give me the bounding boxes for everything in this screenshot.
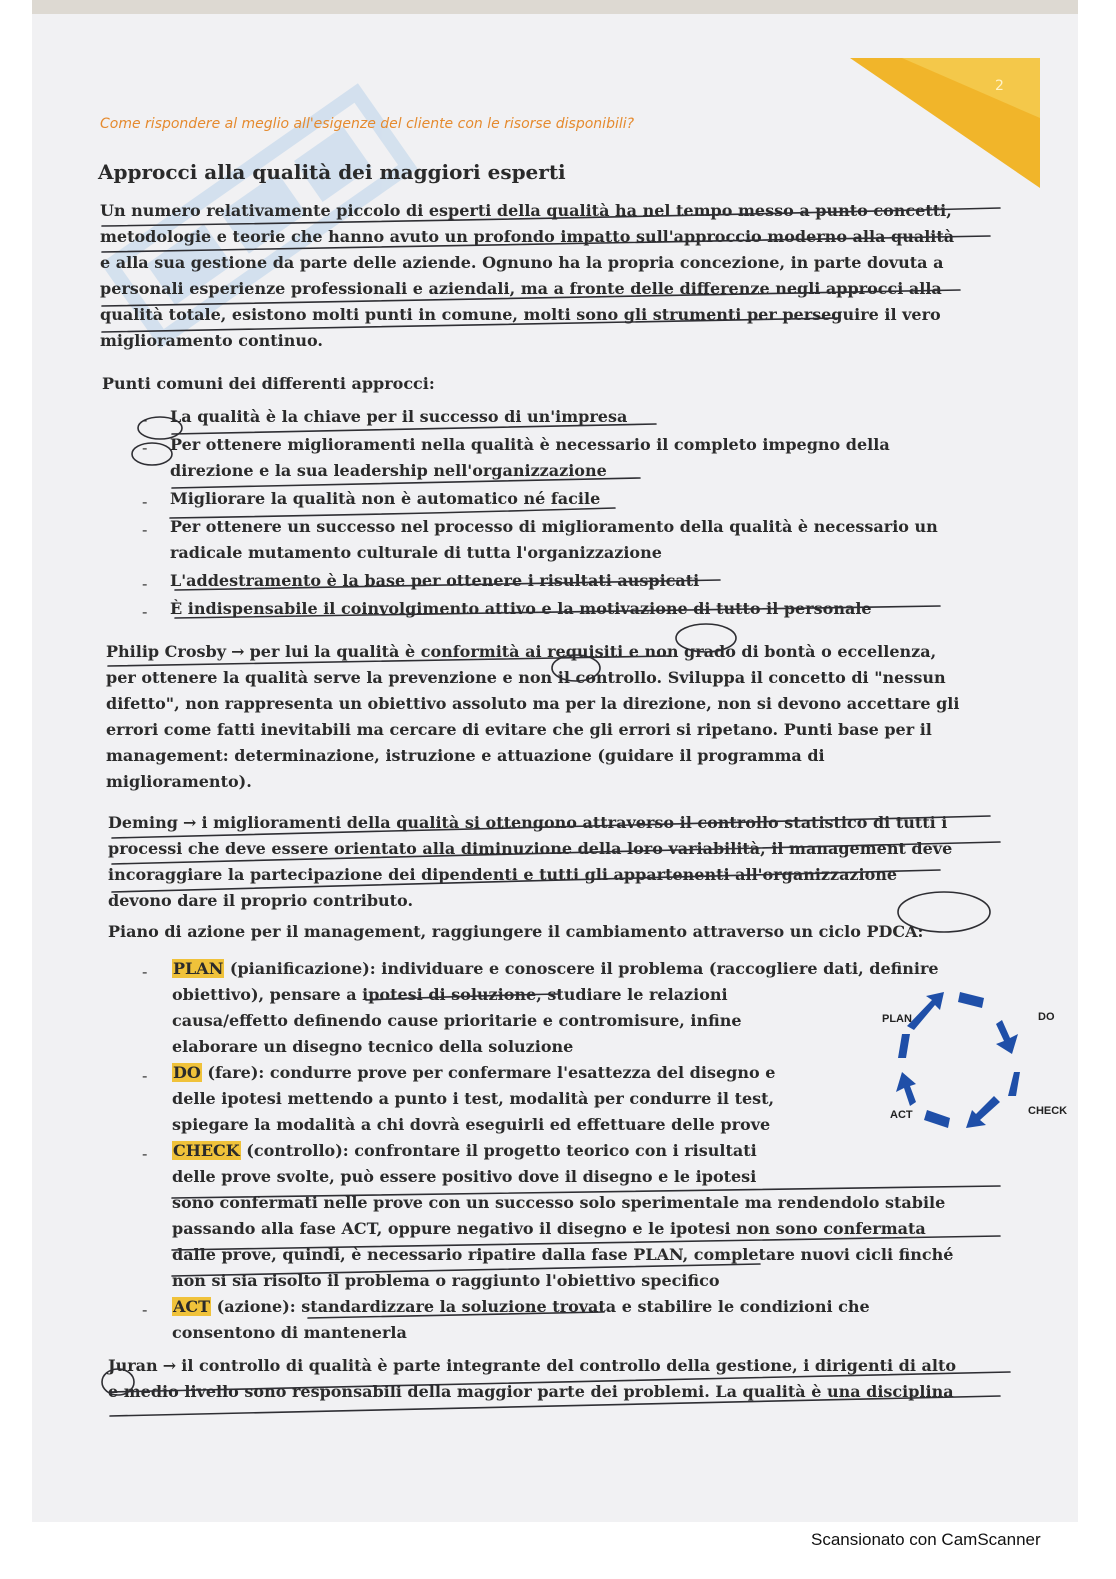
crosby-line: difetto", non rappresenta un obiettivo assoluto ma per la direzione, non si devono accettare gli: [106, 694, 960, 713]
act-keyword: ACT: [173, 1297, 211, 1316]
plan-text: (pianificazione): individuare e conoscere il problema (raccogliere dati, definire: [224, 959, 939, 978]
diagram-label-check: CHECK: [1028, 1105, 1068, 1117]
diagram-label-act: ACT: [890, 1109, 913, 1121]
plan-keyword: PLAN: [173, 959, 224, 978]
arrow-act-up-icon: [896, 1072, 916, 1106]
juran-name: Juran: [108, 1356, 158, 1375]
crosby-line: errori come fatti inevitabili ma cercare di evitare che gli errori si ripetano. Punti base per il: [106, 720, 932, 739]
bullet-dash: -: [142, 520, 148, 539]
deming-line: processi che deve essere orientato alla diminuzione della loro variabilità, il management deve: [108, 839, 953, 858]
bullet-dash: -: [142, 410, 148, 429]
crosby-line: miglioramento).: [106, 772, 252, 791]
check-line-1: [172, 1139, 757, 1162]
deming-name: Deming: [108, 813, 178, 832]
scanner-footer: Scansionato con CamScanner: [811, 1530, 1041, 1549]
juran-line: e medio livello sono responsabili della maggior parte dei problemi. La qualità è una disciplina: [108, 1382, 954, 1401]
section-title: Approcci alla qualità dei maggiori esperti: [98, 160, 566, 184]
act-line: consentono di mantenerla: [172, 1323, 407, 1342]
do-line-1: [172, 1061, 775, 1084]
common-point: Per ottenere un successo nel processo di miglioramento della qualità è necessario un: [170, 517, 938, 536]
crosby-line: per ottenere la qualità serve la prevenzione e non il controllo. Sviluppa il concetto di "nessun: [106, 668, 946, 687]
check-text: (controllo): confrontare il progetto teorico con i risultati: [240, 1141, 757, 1160]
arrow-do-top-icon: [958, 992, 984, 1008]
deming-text: i miglioramenti della qualità si ottengono attraverso il controllo statistico di tutti i: [201, 813, 948, 832]
common-points-heading: Punti comuni dei differenti approcci:: [102, 374, 435, 393]
bullet-dash: -: [142, 574, 148, 593]
bullet-dash: -: [142, 1144, 148, 1163]
juran-line-1: [108, 1354, 956, 1377]
common-point-cont: direzione e la sua leadership nell'organizzazione: [170, 461, 607, 480]
check-line: non si sia risolto il problema o raggiunto l'obiettivo specifico: [172, 1271, 720, 1290]
deming-line: incoraggiare la partecipazione dei dipendenti e tutti gli appartenenti all'organizzazione: [108, 865, 898, 884]
arrow-glyph: →: [162, 1356, 177, 1375]
check-keyword: CHECK: [173, 1141, 240, 1160]
arrow-do-down-icon: [996, 1020, 1018, 1054]
common-point: La qualità è la chiave per il successo di un'impresa: [170, 407, 628, 426]
arrow-plan-to-do-icon: [907, 992, 944, 1030]
plan-line: causa/effetto definendo cause prioritarie e contromisure, infine: [172, 1011, 742, 1030]
act-line-1: [172, 1295, 870, 1318]
check-line: passando alla fase ACT, oppure negativo il disegno e le ipotesi non sono confermata: [172, 1219, 926, 1238]
check-line: delle prove svolte, può essere positivo dove il disegno e le ipotesi: [172, 1167, 757, 1186]
crosby-name: Philip Crosby: [106, 642, 226, 661]
check-line: sono confermati nelle prove con un successo solo sperimentale ma rendendolo stabile: [172, 1193, 946, 1212]
common-point: Per ottenere miglioramenti nella qualità è necessario il completo impegno della: [170, 435, 890, 454]
juran-text: il controllo di qualità è parte integrante del controllo della gestione, i dirigenti di alto: [181, 1356, 957, 1375]
check-line: dalle prove, quindi, è necessario ripatire dalla fase PLAN, completare nuovi cicli finché: [172, 1245, 954, 1264]
diagram-label-do: DO: [1038, 1011, 1055, 1023]
intro-line: qualità totale, esistono molti punti in comune, molti sono gli strumenti per perseguire il vero: [100, 305, 941, 324]
running-header: Come rispondere al meglio all'esigenze del cliente con le risorse disponibili?: [100, 116, 635, 132]
plan-line-1: [172, 957, 939, 980]
intro-line: personali esperienze professionali e aziendali, ma a fronte delle differenze negli approcci alla: [100, 279, 942, 298]
plan-line: elaborare un disegno tecnico della soluzione: [172, 1037, 574, 1056]
crosby-line-1: [106, 640, 936, 663]
arrow-glyph: →: [231, 642, 245, 661]
arrow-plan-left-icon: [898, 1034, 910, 1058]
pdca-intro: Piano di azione per il management, raggiungere il cambiamento attraverso un ciclo PDCA:: [108, 922, 924, 941]
scan-top-edge: [32, 0, 1078, 14]
bullet-dash: -: [142, 1066, 148, 1085]
intro-line: Un numero relativamente piccolo di esperti della qualità ha nel tempo messo a punto concetti,: [100, 201, 952, 220]
page-number: 2: [995, 78, 1004, 94]
corner-decoration-light: [902, 58, 1040, 118]
plan-line: obiettivo), pensare a ipotesi di soluzione, studiare le relazioni: [172, 985, 728, 1004]
do-line: delle ipotesi mettendo a punto i test, modalità per condurre il test,: [172, 1089, 775, 1108]
common-point: È indispensabile il coinvolgimento attivo e la motivazione di tutto il personale: [170, 599, 872, 618]
bullet-dash: -: [142, 438, 148, 457]
intro-line: e alla sua gestione da parte delle aziende. Ognuno ha la propria concezione, in parte dovuta a: [100, 253, 944, 272]
do-keyword: DO: [173, 1063, 201, 1082]
common-point: L'addestramento è la base per ottenere i risultati auspicati: [170, 571, 700, 590]
do-line: spiegare la modalità a chi dovrà eseguirli ed effettuare delle prove: [172, 1115, 771, 1134]
act-text: (azione): standardizzare la soluzione trovata e stabilire le condizioni che: [211, 1297, 870, 1316]
crosby-line: management: determinazione, istruzione e attuazione (guidare il programma di: [106, 746, 825, 765]
common-point: Migliorare la qualità non è automatico né facile: [170, 489, 601, 508]
arrow-act-bottom-icon: [924, 1110, 950, 1128]
deming-line: devono dare il proprio contributo.: [108, 891, 414, 910]
crosby-text: per lui la qualità è conformità ai requisiti e non grado di bontà o eccellenza,: [249, 642, 937, 661]
arrow-glyph: →: [182, 813, 197, 832]
arrow-check-right-icon: [1008, 1072, 1020, 1096]
intro-line: miglioramento continuo.: [100, 331, 323, 350]
intro-line: metodologie e teorie che hanno avuto un profondo impatto sull'approccio moderno alla qualità: [100, 227, 955, 246]
bullet-dash: -: [142, 1300, 148, 1319]
bullet-dash: -: [142, 962, 148, 981]
pdca-cycle-diagram: [852, 978, 1068, 1138]
arrow-check-to-act-icon: [966, 1096, 1000, 1128]
scanned-page: [32, 0, 1078, 1522]
common-point-cont: radicale mutamento culturale di tutta l'organizzazione: [170, 543, 662, 562]
diagram-label-plan: PLAN: [882, 1013, 912, 1025]
bullet-dash: -: [142, 602, 148, 621]
bullet-dash: -: [142, 492, 148, 511]
do-text: (fare): condurre prove per confermare l'esattezza del disegno e: [201, 1063, 776, 1082]
deming-line-1: [108, 811, 947, 834]
